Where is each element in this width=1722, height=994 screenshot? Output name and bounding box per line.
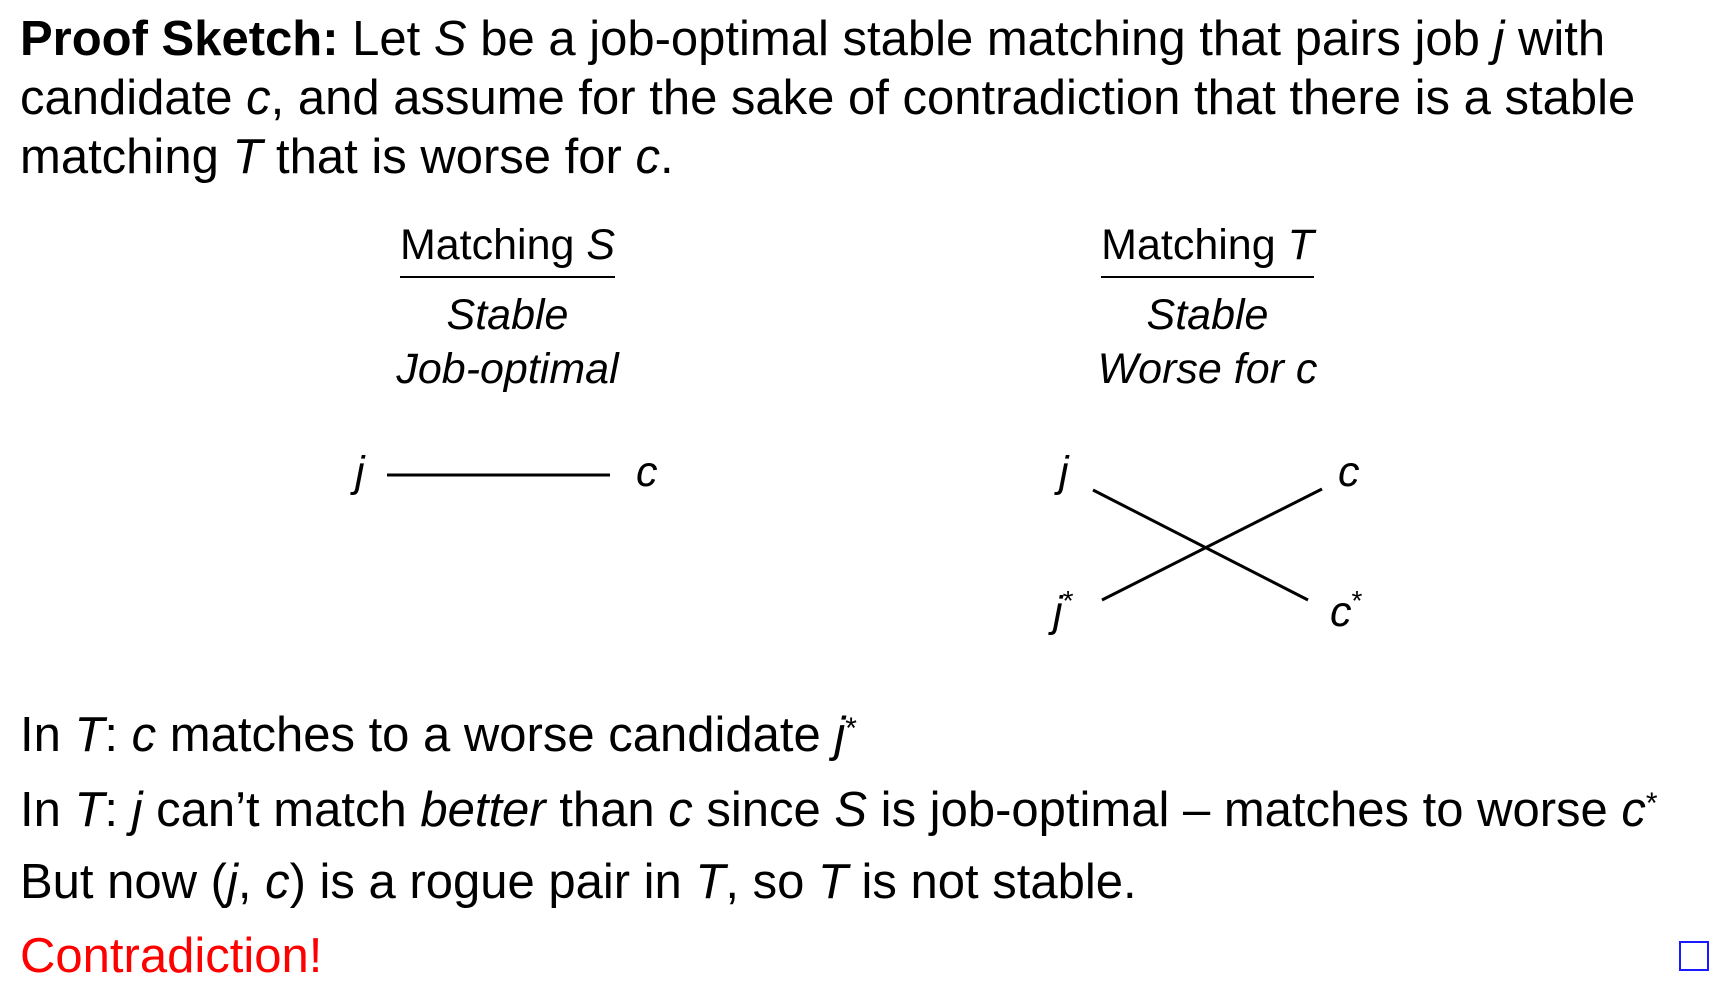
node-t-cstar — [1330, 585, 1363, 636]
matching-s-property-1: Stable — [446, 291, 569, 339]
matching-s-heading-text: Matching — [399, 221, 587, 269]
line2-var-T: T — [74, 783, 105, 837]
edge-t-j-cstar — [1093, 490, 1308, 600]
line2-text-g: than — [545, 783, 669, 837]
matching-t-heading — [1101, 220, 1314, 278]
line2-text-c: : — [104, 783, 132, 837]
matching-s-var: S — [586, 221, 616, 269]
line3-text-i: is not stable. — [847, 855, 1137, 909]
node-t-cstar-star: * — [1351, 585, 1363, 616]
line1-text-e: matches to a worse candidate — [156, 708, 835, 762]
intro-text-3: with candidate — [20, 12, 1606, 125]
intro-paragraph — [20, 10, 1700, 187]
matching-t-var: T — [1287, 221, 1314, 269]
node-s-c-label: c — [636, 448, 658, 496]
var-j: j — [1493, 12, 1505, 66]
line2-text-e: can’t match — [142, 783, 421, 837]
line3-text-c: , — [237, 855, 266, 909]
var-T: T — [232, 130, 263, 184]
var-S: S — [433, 12, 467, 66]
line3-text-e: ) is a rogue pair in — [289, 855, 696, 909]
line1-var-c: c — [131, 708, 157, 762]
node-t-jstar — [1053, 585, 1074, 636]
node-s-c — [636, 448, 658, 496]
intro-text-4: , and assume for the sake of contradiction that there is a stable matching — [20, 71, 1636, 184]
line3-var-j: j — [226, 855, 238, 909]
matching-t-heading-text: Matching — [1101, 221, 1288, 269]
var-c-2: c — [635, 130, 660, 184]
intro-text-2: be a job-optimal stable matching that pairs job — [466, 12, 1494, 66]
line2-emph-better: better — [420, 783, 546, 837]
node-t-c-label: c — [1338, 448, 1360, 496]
node-t-cstar-label: c — [1330, 588, 1352, 636]
line2-star: * — [1645, 787, 1658, 820]
proof-line-1 — [20, 705, 857, 765]
line3-var-T: T — [695, 855, 726, 909]
intro-text-6: . — [659, 130, 674, 184]
proof-line-2 — [20, 780, 1658, 840]
node-t-j — [1059, 448, 1069, 496]
var-c: c — [246, 71, 271, 125]
line3-var-T-2: T — [817, 855, 848, 909]
line3-text-a: But now ( — [20, 855, 227, 909]
line2-var-S: S — [834, 783, 868, 837]
matching-s-column — [335, 220, 680, 396]
matching-t-property-2: Worse for c — [1097, 345, 1318, 393]
matching-t-property-1: Stable — [1146, 291, 1269, 339]
node-s-j-label: j — [355, 448, 365, 496]
node-t-jstar-label: j — [1053, 588, 1063, 636]
matching-t-column — [1035, 220, 1380, 396]
proof-line-3 — [20, 852, 1137, 912]
node-t-c — [1338, 448, 1360, 496]
intro-text-5: that is worse for — [262, 130, 636, 184]
node-t-jstar-star: * — [1062, 585, 1074, 616]
line1-var-j: j — [834, 708, 846, 762]
line2-text-i: since — [692, 783, 835, 837]
matching-s-heading — [400, 220, 615, 278]
node-s-j — [355, 448, 365, 496]
matching-s-property-2: Job-optimal — [396, 345, 619, 393]
line2-var-j: j — [131, 783, 143, 837]
line1-text-c: : — [104, 708, 132, 762]
line1-star: * — [845, 712, 857, 745]
proof-sketch-label: Proof Sketch: — [20, 12, 339, 66]
line1-text-a: In — [20, 708, 75, 762]
line2-text-k: is job-optimal – matches to worse — [867, 783, 1622, 837]
line1-var-T: T — [74, 708, 105, 762]
qed-box-icon — [1679, 941, 1709, 971]
line2-text-a: In — [20, 783, 75, 837]
edge-t-jstar-c — [1102, 489, 1322, 600]
line2-var-c: c — [668, 783, 693, 837]
line3-text-g: , so — [725, 855, 818, 909]
intro-text-1: Let — [338, 12, 434, 66]
line2-var-cstar: c — [1621, 783, 1646, 837]
node-t-j-label: j — [1059, 448, 1069, 496]
conclusion-contradiction: Contradiction! — [20, 929, 323, 983]
line3-var-c: c — [265, 855, 290, 909]
